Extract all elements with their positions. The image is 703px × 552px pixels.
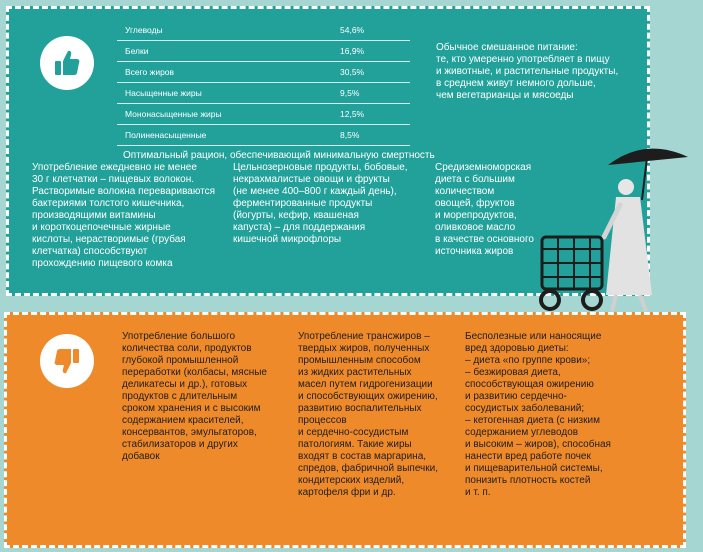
fiber-recommendation: Употребление ежедневно не менее 30 г клетчатки – пищевых волокон. Растворимые волокна перевариваются бактериями толстого кишечника, производящими витамины и короткоцепочечные жирные кислоты, нерастворимые (грубая клетчатка) способствуют прохождению пищевого комка <box>32 162 216 269</box>
macro-label: Белки <box>117 41 340 62</box>
table-row <box>117 104 410 125</box>
macronutrient-table <box>117 20 410 146</box>
macro-value: 30,5% <box>340 62 410 83</box>
trans-fats-warning: Употребление трансжиров – твердых жиров, полученных промышленным способом из жидких растительных масел путем гидрогенизации и способствующих ожирению, развитию воспалительных процессов и сердечно-сосудистым патологиям. Такие жиры входят в состав маргарина, спредов, фабричной выпечки, кондитерских изделий, картофеля фри и др. <box>298 331 438 498</box>
mediterranean-recommendation: Средиземноморская диета с большим количеством овощей, фруктов и морепродуктов, оливковое масло в качестве основного источника жиров <box>435 162 534 257</box>
table-row <box>117 125 410 146</box>
salt-processed-warning: Употребление большого количества соли, продуктов глубокой промышленной переработки (колбасы, мясные деликатесы и др.), готовых продуктов с длительным сроком хранения и с высоким содержанием красителей, консервантов, эмульгаторов, стабилизаторов и других добавок <box>122 331 267 462</box>
table-row <box>117 41 410 62</box>
macro-value: 9,5% <box>340 83 410 104</box>
table-row <box>117 62 410 83</box>
macro-value: 54,6% <box>340 20 410 41</box>
optimal-diet-caption: Оптимальный рацион, обеспечивающий минимальную смертность <box>123 150 435 161</box>
macro-label: Мононасыщенные жиры <box>117 104 340 125</box>
macro-value: 16,9% <box>340 41 410 62</box>
table-row <box>117 20 410 41</box>
whole-foods-recommendation: Цельнозерновые продукты, бобовые, некрахмалистые овощи и фрукты (не менее 400–800 г каждый день), ферментированные продукты (йогурты, кефир, квашеная капуста) – для поддержания кишечной микрофлоры <box>233 162 408 245</box>
harmful-diets-warning: Бесполезные или наносящие вред здоровью диеты: – диета «по группе крови»; – безжировая диета, способствующая ожирению и развитию сердечно- сосудистых заболеваний; – кетогенная диета (с низким содержанием углеводов и высоким – жиров), способная нанести вред работе почек и пищеварительной системы, понизить плотность костей и т. п. <box>465 331 611 498</box>
macro-label: Всего жиров <box>117 62 340 83</box>
macro-label: Насыщенные жиры <box>117 83 340 104</box>
mixed-diet-note: Обычное смешанное питание: те, кто умеренно употребляет в пищу и животные, и растительные продукты, в среднем живут немного дольше, чем вегетарианцы и мясоеды <box>436 42 619 101</box>
table-row <box>117 83 410 104</box>
macro-label: Углеводы <box>117 20 340 41</box>
woman-with-umbrella-illustration <box>520 125 695 320</box>
macro-label: Полиненасыщенные <box>117 125 340 146</box>
thumbs-down-icon <box>40 334 94 388</box>
macro-value: 12,5% <box>340 104 410 125</box>
macro-value: 8,5% <box>340 125 410 146</box>
thumbs-up-icon <box>40 36 94 90</box>
